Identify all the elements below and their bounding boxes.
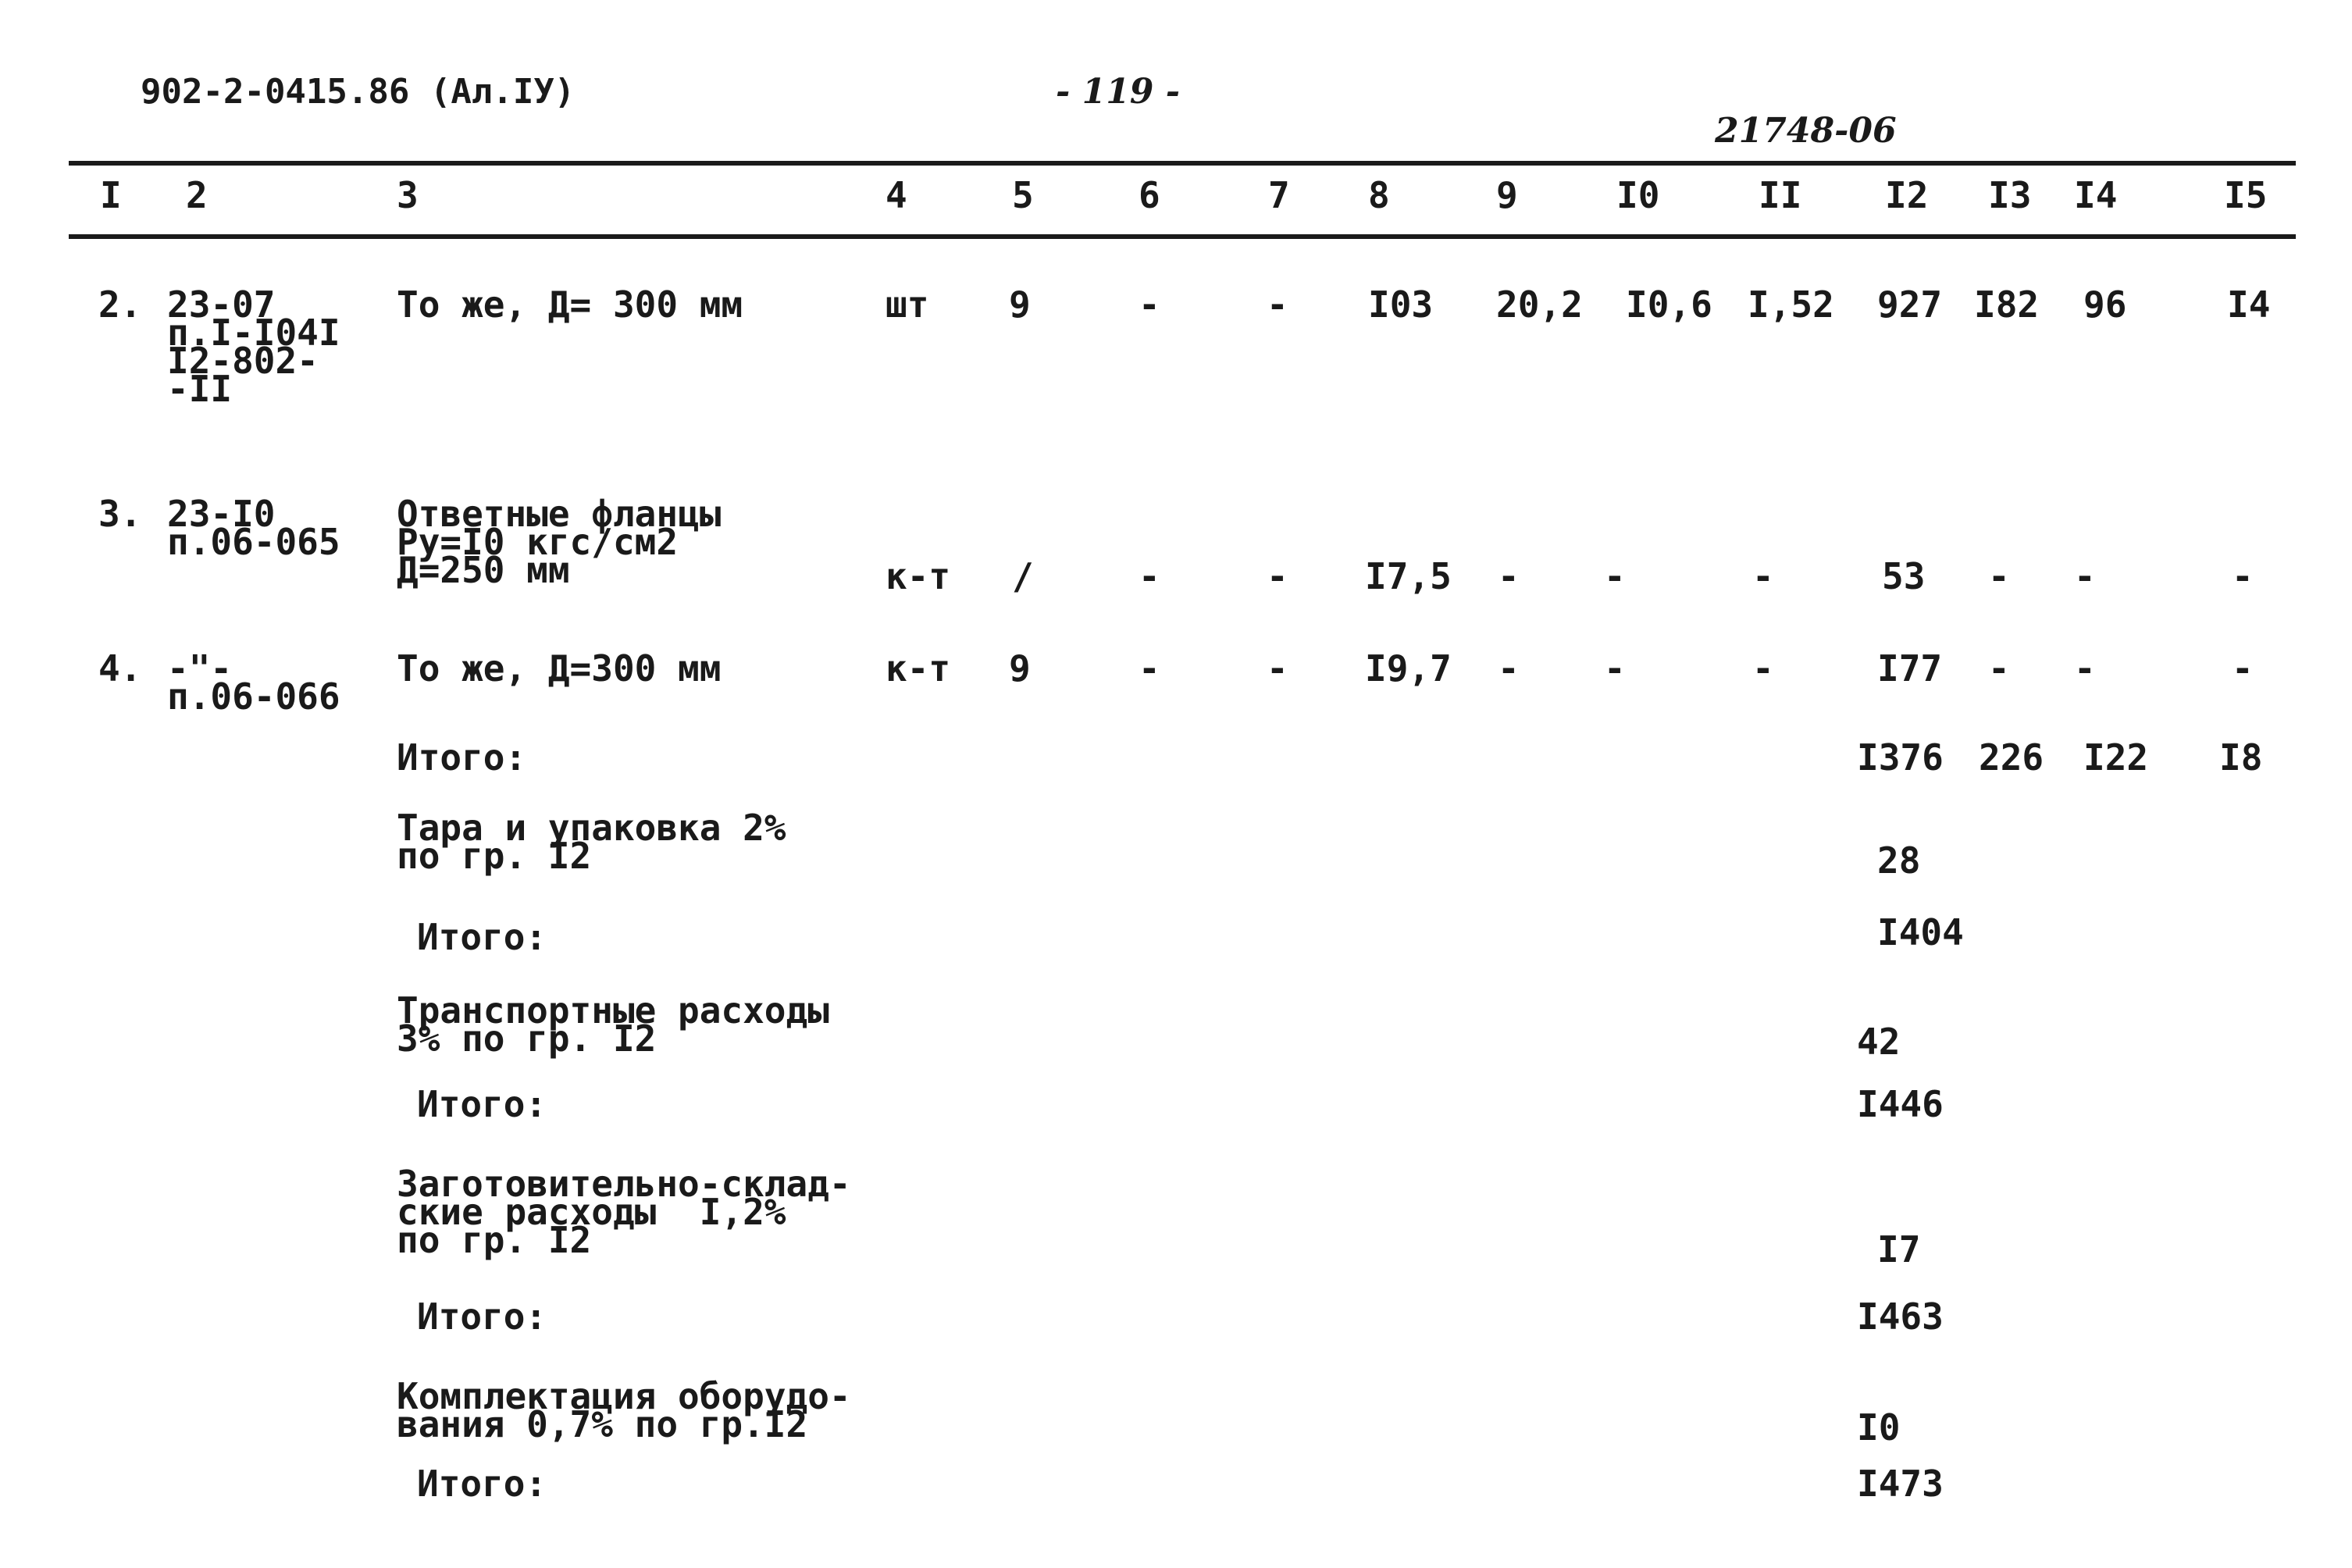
row-code: -"- п.06-066 bbox=[167, 647, 340, 718]
column-header-8: 8 bbox=[1368, 174, 1390, 216]
row-col8: I9,7 bbox=[1365, 647, 1452, 690]
row-code: 23-I0 п.06-065 bbox=[167, 493, 340, 563]
row-unit: к-т bbox=[886, 555, 951, 597]
surcharge-label: Тара и упаковка 2% по гр. I2 bbox=[397, 807, 786, 877]
table-header-rule bbox=[69, 234, 2296, 239]
totals-col14: I22 bbox=[2083, 736, 2149, 779]
column-header-11: II bbox=[1759, 174, 1802, 216]
table-top-rule bbox=[69, 161, 2296, 166]
surcharge-value: I7 bbox=[1877, 1228, 1921, 1270]
row-col15: - bbox=[2232, 647, 2254, 690]
row-col6: - bbox=[1139, 647, 1160, 690]
subtotal-label: Итого: bbox=[417, 1463, 547, 1505]
row-col7: - bbox=[1267, 283, 1288, 326]
subtotal-value: I446 bbox=[1857, 1083, 1944, 1125]
column-header-6: 6 bbox=[1139, 174, 1160, 216]
row-col12: I77 bbox=[1877, 647, 1943, 690]
row-name: То же, Д=300 мм bbox=[397, 647, 722, 690]
row-col15: I4 bbox=[2227, 283, 2271, 326]
totals-col15: I8 bbox=[2219, 736, 2263, 779]
totals-col12: I376 bbox=[1857, 736, 1944, 779]
row-name: Ответные фланцы Ру=I0 кгс/см2 Д=250 мм bbox=[397, 493, 722, 591]
row-col12: 53 bbox=[1882, 555, 1926, 597]
surcharge-label: Транспортные расходы 3% по гр. I2 bbox=[397, 989, 829, 1060]
surcharge-value: 28 bbox=[1877, 839, 1921, 882]
page-number: - 119 - bbox=[1056, 72, 1181, 112]
row-col8: I7,5 bbox=[1365, 555, 1452, 597]
document-code: 902-2-0415.86 (Ал.IУ) bbox=[141, 72, 576, 112]
subtotal-label: Итого: bbox=[417, 1295, 547, 1338]
subtotal-value: I473 bbox=[1857, 1463, 1944, 1505]
column-header-9: 9 bbox=[1496, 174, 1518, 216]
subtotal-value: I463 bbox=[1857, 1295, 1944, 1338]
column-header-3: 3 bbox=[397, 174, 419, 216]
surcharge-value: 42 bbox=[1857, 1021, 1901, 1063]
row-col10: - bbox=[1604, 555, 1626, 597]
row-col11: - bbox=[1752, 647, 1774, 690]
surcharge-label: Заготовительно-склад- ские расходы I,2% по гр. I2 bbox=[397, 1163, 851, 1261]
row-name: То же, Д= 300 мм bbox=[397, 283, 743, 326]
row-col14: - bbox=[2074, 647, 2096, 690]
column-header-14: I4 bbox=[2074, 174, 2118, 216]
row-col7: - bbox=[1267, 555, 1288, 597]
surcharge-value: I0 bbox=[1857, 1406, 1901, 1449]
column-header-2: 2 bbox=[186, 174, 208, 216]
column-header-4: 4 bbox=[886, 174, 907, 216]
row-number: 2. bbox=[98, 283, 142, 326]
surcharge-label: Комплектация оборудо- вания 0,7% по гр.I2 bbox=[397, 1375, 851, 1445]
row-col14: 96 bbox=[2083, 283, 2127, 326]
column-header-1: I bbox=[100, 174, 122, 216]
row-col13: - bbox=[1988, 555, 2010, 597]
row-col9: - bbox=[1498, 647, 1520, 690]
totals-col13: 226 bbox=[1979, 736, 2044, 779]
row-col6: - bbox=[1139, 283, 1160, 326]
subtotal-label: Итого: bbox=[417, 1083, 547, 1125]
row-col11: - bbox=[1752, 555, 1774, 597]
column-header-15: I5 bbox=[2224, 174, 2268, 216]
column-header-7: 7 bbox=[1268, 174, 1290, 216]
row-col14: - bbox=[2074, 555, 2096, 597]
row-number: 3. bbox=[98, 493, 142, 535]
row-col8: I03 bbox=[1368, 283, 1434, 326]
row-col9: 20,2 bbox=[1496, 283, 1583, 326]
row-col10: I0,6 bbox=[1626, 283, 1712, 326]
column-header-13: I3 bbox=[1988, 174, 2032, 216]
column-header-10: I0 bbox=[1616, 174, 1660, 216]
column-header-5: 5 bbox=[1012, 174, 1034, 216]
row-col15: - bbox=[2232, 555, 2254, 597]
subtotal-value: I404 bbox=[1877, 911, 1964, 953]
archive-stamp: 21748-06 bbox=[1715, 111, 1897, 151]
row-col9: - bbox=[1498, 555, 1520, 597]
row-code: 23-07 п.I-I04I I2-802- -II bbox=[167, 283, 340, 410]
row-unit: к-т bbox=[886, 647, 951, 690]
row-number: 4. bbox=[98, 647, 142, 690]
row-col11: I,52 bbox=[1748, 283, 1834, 326]
row-col13: - bbox=[1988, 647, 2010, 690]
row-qty: 9 bbox=[1009, 283, 1031, 326]
subtotal-label: Итого: bbox=[417, 916, 547, 958]
row-col10: - bbox=[1604, 647, 1626, 690]
row-unit: шт bbox=[886, 283, 929, 326]
column-header-12: I2 bbox=[1885, 174, 1929, 216]
row-col12: 927 bbox=[1877, 283, 1943, 326]
totals-label: Итого: bbox=[397, 736, 527, 779]
row-col6: - bbox=[1139, 555, 1160, 597]
row-qty: 9 bbox=[1009, 647, 1031, 690]
row-col13: I82 bbox=[1974, 283, 2040, 326]
row-col7: - bbox=[1267, 647, 1288, 690]
row-qty: / bbox=[1012, 555, 1034, 597]
